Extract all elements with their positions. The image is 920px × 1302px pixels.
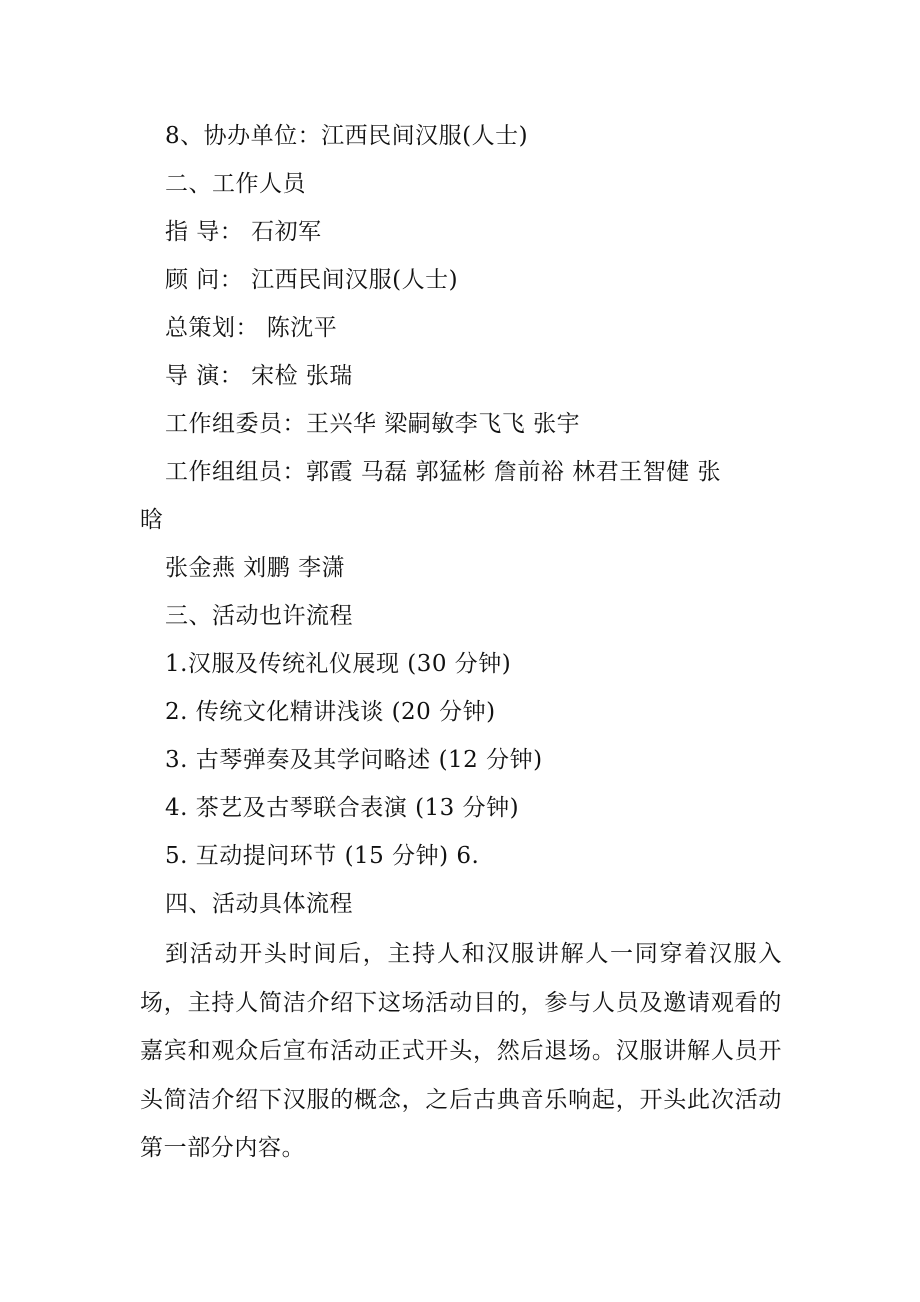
- text-line-organizer: 8、协办单位：江西民间汉服(人士): [165, 123, 529, 149]
- text-line-director: 导 演： 宋检 张瑞: [165, 363, 353, 389]
- text-line-advisor: 顾 问： 江西民间汉服(人士): [165, 267, 459, 293]
- text-line-guidance: 指 导： 石初军: [165, 219, 322, 245]
- section-heading-staff: 二、工作人员: [165, 171, 306, 197]
- text-line-members-cont: 晗: [140, 507, 164, 533]
- body-paragraph: 到活动开头时间后，主持人和汉服讲解人一同穿着汉服入场，主持人简洁介绍下这场活动目的，参与人员及邀请观看的嘉宾和观众后宣布活动正式开头，然后退场。汉服讲解人员开头简洁介绍下汉服的概念，之后古典音乐响起，开头此次活动第一部分内容。: [140, 941, 782, 1161]
- text-line-members: 工作组组员：郭霞 马磊 郭猛彬 詹前裕 林君王智健 张: [165, 459, 722, 485]
- flow-item-5: 5. 互动提问环节 (15 分钟) 6.: [165, 843, 480, 869]
- flow-item-2: 2. 传统文化精讲浅谈 (20 分钟): [165, 699, 496, 725]
- flow-item-1: 1.汉服及传统礼仪展现 (30 分钟): [165, 651, 512, 677]
- section-heading-detailed-flow: 四、活动具体流程: [165, 891, 353, 917]
- text-line-chief-planner: 总策划： 陈沈平: [165, 315, 338, 341]
- text-line-committee: 工作组委员：王兴华 梁嗣敏李飞飞 张宇: [165, 411, 581, 437]
- text-line-members-more: 张金燕 刘鹏 李潇: [165, 555, 346, 581]
- flow-item-4: 4. 茶艺及古琴联合表演 (13 分钟): [165, 795, 520, 821]
- flow-item-3: 3. 古琴弹奏及其学问略述 (12 分钟): [165, 747, 543, 773]
- section-heading-tentative-flow: 三、活动也许流程: [165, 603, 353, 629]
